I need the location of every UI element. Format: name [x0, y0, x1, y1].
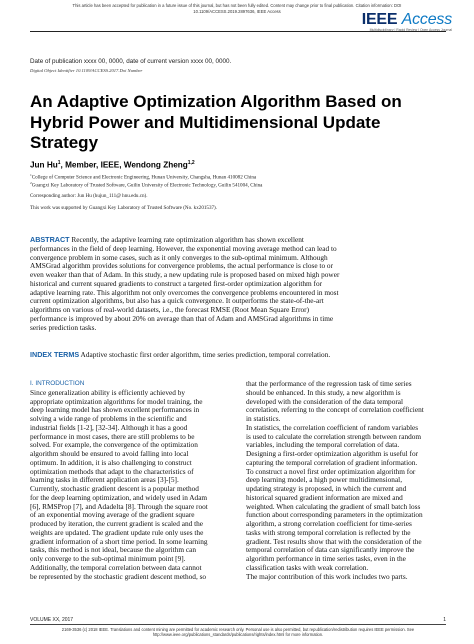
body-column-right: [246, 380, 446, 581]
body-line: [6], RMSProp [7], and Adadelta [8]. Through the square root: [30, 501, 208, 511]
body-line: solving a wide range of problems in the scientific and: [30, 414, 187, 423]
abstract-line: current optimization algorithms, but also has a quick convergence. It outperforms the state-of-the-art: [30, 296, 324, 306]
abstract-line: performances in the field of deep learning. However, the exponential moving average method can lead to: [30, 243, 337, 253]
body-line: learning tasks in different application areas [3]-[5].: [30, 475, 179, 485]
body-line: in statistics.: [246, 414, 281, 423]
body-line: weighted. When calculating the gradient of small batch loss: [246, 501, 421, 511]
page-number: 1: [443, 617, 446, 623]
body-line: deep learning model has shown excellent performances in: [30, 405, 200, 415]
body-line: of an exponential moving average of the gradient square: [30, 510, 195, 520]
affiliation-1: $^1$College of Computer Science and Electronic Engineering, Hunan University, Changsha, Hunan 410082 China: [30, 173, 257, 181]
body-line: optimization methods that adapt to the characteristics of: [30, 466, 194, 476]
body-line: only converge to the sub-optimal minimum point [9].: [30, 554, 186, 563]
corresponding-author: Corresponding author: Jun Hu (hujun_111@ hnu.edu.cn).: [30, 193, 148, 199]
journal-tagline: Multidisciplinary | Rapid Review | Open Access Journal: [369, 28, 452, 32]
body-line: algorithm should be ensured to avoid falling into local: [30, 449, 189, 458]
body-line: appropriate optimization algorithms for model training, the: [30, 396, 203, 406]
body-line: To construct a novel first order optimization algorithm for: [246, 466, 416, 476]
body-line: performance in most cases, there are still problems to be: [30, 431, 195, 441]
doi-identifier: Digital Object Identifier 10.1109/ACCESS.2017.Doi Number: [30, 68, 143, 73]
body-line: capturing the temporal correlation of gradient information.: [246, 457, 418, 467]
abstract-line: convergence problem in some cases, such as it only converges to the sub-optimal minimum. Although: [30, 252, 328, 262]
publication-date: Date of publication xxxx 00, 0000, date of current version xxxx 00, 0000.: [30, 58, 232, 65]
abstract-label: ABSTRACT: [30, 235, 70, 244]
body-line: be represented by the stochastic gradient descent method, so: [30, 571, 207, 581]
abstract-line: AMSGrad algorithm provides solutions for convergence problems, the actual performance is close to or: [30, 261, 334, 271]
abstract-line: adaptive learning rate. This algorithm not only overcomes the convergence problems encountered in most: [30, 287, 339, 297]
body-line: optimum. In addition, it is also challenging to construct: [30, 457, 192, 467]
ieee-access-logo: IEEE Access: [361, 11, 452, 28]
abstract: [30, 236, 448, 332]
abstract-line: even weaker than that of Adam. In this study, a new updating rule is proposed based on mixed high power: [30, 270, 340, 279]
body-line: algorithm, a strong correlation coefficient for time-series: [246, 519, 412, 528]
license-notice: 2169-3536 (c) 2018 IEEE. Translations and content mining are permitted for academic research only. Personal use is also permitted, but republication/redistribution requires IEEE permission. See http://www.ieee.org/publications_standards/publications/rights/index.html for more information.: [61, 627, 415, 638]
body-line: Since generalization ability is efficiently achieved by: [30, 387, 186, 397]
affiliation-2: $^2$Guangxi Key Laboratory of Trusted Software, Guilin University of Electronic Technology, Guilin 541004, China: [30, 181, 263, 189]
abstract-line: ABSTRACT Recently, the adaptive learning rate optimization algorithm has shown excellent: [30, 235, 304, 244]
body-line: Designing a first-order optimization algorithm is useful for: [246, 449, 419, 458]
body-line: tasks with strong temporal correlation is reflected by the: [246, 527, 411, 537]
section-heading: I. INTRODUCTION: [30, 380, 85, 387]
index-terms-label: INDEX TERMS: [30, 350, 80, 359]
body-line: algorithm performance in time series tasks, even in the: [246, 554, 406, 563]
body-line: Additionally, the temporal correlation between data cannot: [30, 562, 202, 572]
body-line: updating strategy is proposed, in which the current and: [246, 484, 407, 493]
title-line: An Adaptive Optimization Algorithm Based on: [30, 92, 402, 111]
body-column-left: [30, 380, 230, 581]
abstract-line: algorithms on various of real-world datasets, i.e., the forecast RMSE (Root Mean Square Error): [30, 305, 310, 314]
body-line: deep learning model, a high power multidimensional,: [246, 475, 403, 485]
footer-divider: [30, 624, 446, 625]
body-line: that the performance of the regression task of time series: [246, 379, 412, 388]
title-line: Strategy: [30, 133, 99, 152]
abstract-line: series prediction tasks.: [30, 322, 97, 332]
header-divider: [30, 31, 446, 32]
title-line: Hybrid Power and Multidimensional Update: [30, 112, 381, 132]
body-line: In statistics, the correlation coefficient of random variables: [246, 422, 419, 432]
paper-title: [30, 92, 450, 154]
publication-notice: This article has been accepted for publication in a future issue of this journal, but has not been fully edited. Content may change prior to final publication. Citation information: DOI 10.1109/ACCESS.2019.2897636, IEEE Access: [72, 3, 402, 14]
body-line: developed with the consideration of the data temporal: [246, 396, 404, 406]
body-line: correlation, referring to the concept of correlation coefficient: [246, 405, 424, 415]
body-line: tasks, this method is not ideal, because the algorithm can: [30, 545, 196, 555]
author-line: Jun Hu$^1$, Member, IEEE, Wendong Zheng$^{1,2}$: [30, 160, 195, 170]
abstract-line: historical and current squared gradients to construct a targeted first-order optimization algorithm for: [30, 278, 323, 288]
body-line: produced by iteration, the current gradient is scaled and the: [30, 519, 204, 528]
body-line: classification tasks with weak correlation.: [246, 562, 369, 572]
body-line: temporal correlation of data can significantly improve the: [246, 545, 415, 555]
body-line: The major contribution of this work includes two parts.: [246, 571, 408, 581]
body-line: weights are updated. The gradient update rule only uses the: [30, 527, 204, 537]
body-line: should be enhanced. In this study, a new algorithm is: [246, 387, 401, 397]
body-line: historical squared gradient information are mixed and: [246, 492, 403, 502]
body-line: is used to calculate the correlation strength between random: [246, 431, 422, 441]
body-line: industrial fields [1-2], [32-34]. Although it has a good: [30, 422, 188, 432]
body-line: solved. For example, the convergence of the optimization: [30, 440, 198, 450]
body-line: variables, including the temporal correlation of data.: [246, 440, 400, 450]
index-terms: INDEX TERMS Adaptive stochastic first order algorithm, time series prediction, temporal correlation.: [30, 350, 331, 359]
body-line: function about corresponding parameters in the optimization: [246, 510, 423, 520]
journal-brand: [356, 12, 452, 33]
body-line: gradient. Test results show that with the consideration of the: [246, 536, 422, 546]
volume-label: VOLUME XX, 2017: [30, 617, 74, 623]
funding-statement: This work was supported by Guangxi Key Laboratory of Trusted Software (No. kx201537).: [30, 205, 218, 211]
body-line: Currently, stochastic gradient descent is a popular method: [30, 484, 199, 493]
body-line: for the deep learning optimization, and widely used in Adam: [30, 492, 208, 502]
body-line: gradient information of a short time period. In some learning: [30, 536, 208, 546]
abstract-line: performance is improved by about 20% on average than that of Adam and AMSGrad algorithms in time: [30, 313, 334, 323]
